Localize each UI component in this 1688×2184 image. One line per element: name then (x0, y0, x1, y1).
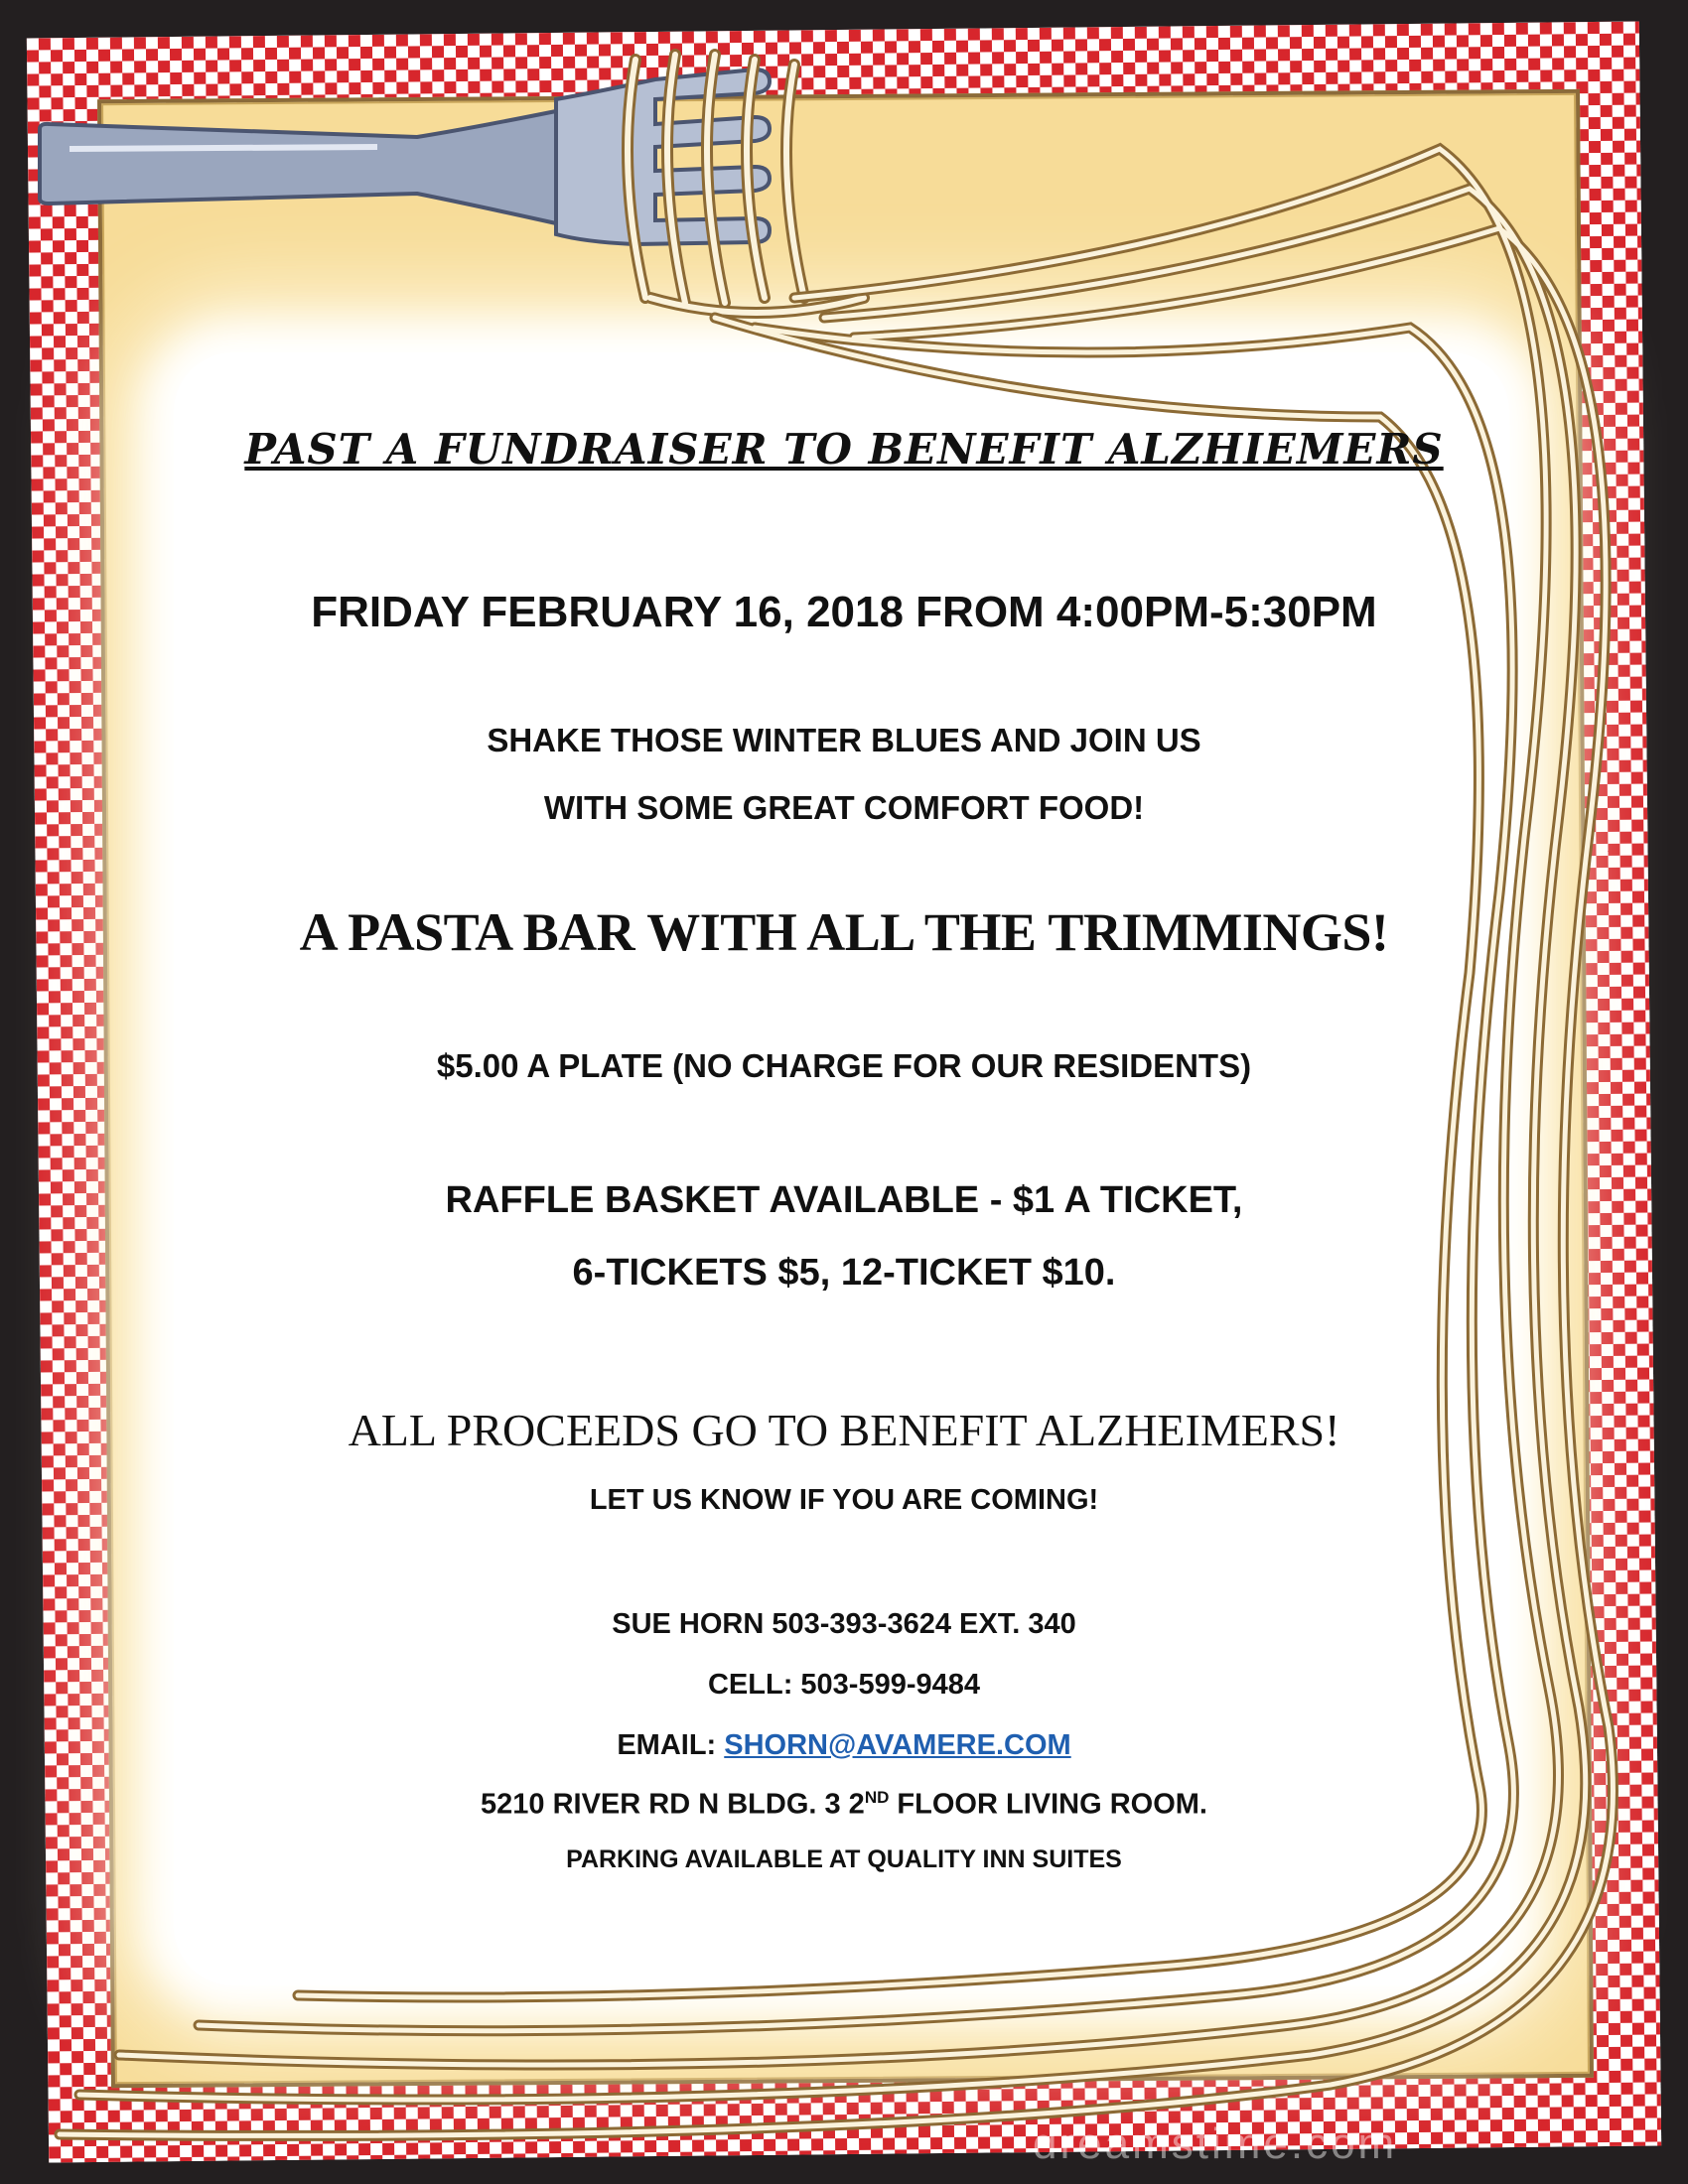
fork-icon (40, 69, 770, 244)
flyer-title: PAST A FUNDRAISER TO BENEFIT ALZHIEMERS (244, 425, 1444, 474)
address-text: 5210 RIVER RD N BLDG. 3 2 (481, 1788, 865, 1821)
watermark-text: dreamstime.com (1033, 2119, 1398, 2168)
proceeds-heading: ALL PROCEEDS GO TO BENEFIT ALZHEIMERS! (348, 1405, 1340, 1455)
email-link[interactable]: SHORN@AVAMERE.COM (724, 1729, 1071, 1761)
contact-phone: SUE HORN 503-393-3624 EXT. 340 (612, 1608, 1076, 1640)
parking-note: PARKING AVAILABLE AT QUALITY INN SUITES (566, 1844, 1122, 1873)
raffle-line-2: 6-TICKETS $5, 12-TICKET $10. (572, 1252, 1116, 1294)
rsvp-note: LET US KNOW IF YOU ARE COMING! (589, 1484, 1099, 1516)
pasta-bar-heading: A PASTA BAR WITH ALL THE TRIMMINGS! (299, 902, 1389, 962)
contact-cell: CELL: 503-599-9484 (707, 1669, 981, 1701)
tagline-line-1: SHAKE THOSE WINTER BLUES AND JOIN US (487, 722, 1201, 758)
contact-email-line (179, 1729, 1509, 1762)
event-address (179, 1788, 1509, 1822)
flyer-content (179, 407, 1509, 1874)
tagline-line-2: WITH SOME GREAT COMFORT FOOD! (543, 789, 1145, 826)
email-label: EMAIL: (617, 1729, 725, 1761)
event-date: FRIDAY FEBRUARY 16, 2018 FROM 4:00PM-5:30PM (311, 588, 1377, 636)
address-ordinal: ND (864, 1788, 890, 1807)
raffle-line-1: RAFFLE BASKET AVAILABLE - $1 A TICKET, (445, 1179, 1243, 1221)
price-info: $5.00 A PLATE (NO CHARGE FOR OUR RESIDENTS) (436, 1047, 1252, 1084)
address-text-end: FLOOR LIVING ROOM. (889, 1788, 1207, 1821)
